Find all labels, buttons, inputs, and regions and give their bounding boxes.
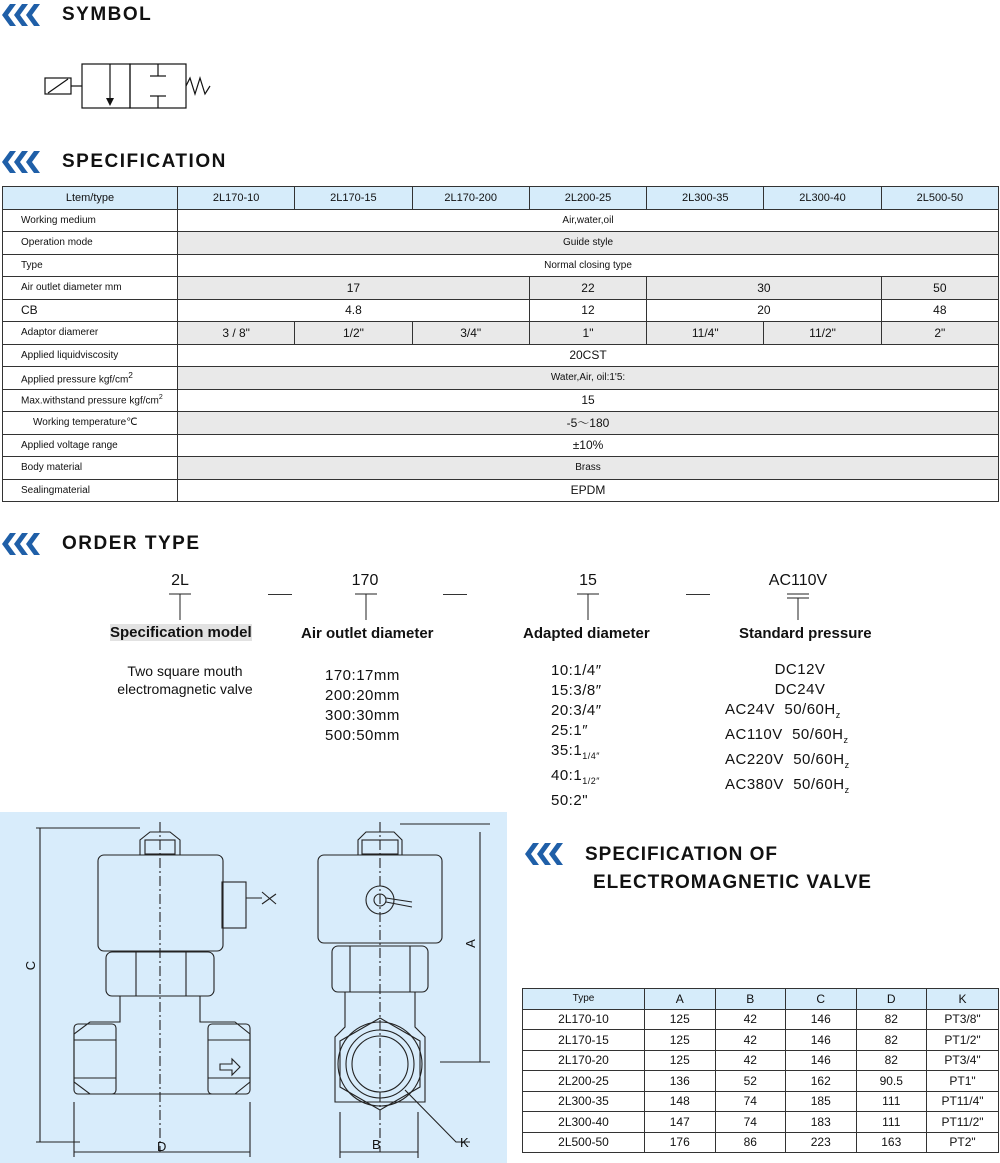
chevron-left-icon (0, 4, 42, 26)
list-sub: 1/2″ (582, 776, 600, 786)
table-row (523, 1071, 999, 1092)
order-label-air-outlet: Air outlet diameter (301, 625, 434, 642)
dim-label-b: B (372, 1137, 381, 1152)
adapted-diameter-list (551, 661, 602, 811)
row-label: Operation mode (3, 232, 178, 255)
table-cell: 146 (786, 1030, 857, 1051)
table-cell: 82 (856, 1009, 927, 1030)
list-item: 170:17mm (325, 667, 400, 684)
row-value: Normal closing type (178, 254, 999, 277)
order-separator (443, 594, 467, 595)
table-row (523, 1030, 999, 1051)
table-row (523, 1091, 999, 1112)
order-code-air-outlet: 170 (351, 572, 379, 589)
row-value: -5～180 (178, 412, 999, 435)
list-item (551, 766, 602, 791)
dim-header: D (856, 989, 927, 1010)
dim-header: B (715, 989, 786, 1010)
row-value: 3 / 8" (178, 322, 295, 345)
table-cell: 2L170-15 (523, 1030, 645, 1051)
label-sup: 2 (128, 370, 133, 381)
row-value: 4.8 (178, 299, 530, 322)
label-text: Applied pressure kgf/cm (21, 374, 129, 386)
working-temp-row (3, 412, 999, 435)
list-sub: z (843, 735, 849, 745)
list-item: 200:20mm (325, 687, 400, 704)
table-cell: PT2" (927, 1132, 999, 1153)
dim-label-c: C (23, 960, 39, 971)
voltage-row (3, 434, 999, 457)
order-label-model (110, 624, 252, 641)
table-cell: 2L170-20 (523, 1050, 645, 1071)
table-cell: 74 (715, 1112, 786, 1133)
list-item: 10:1/4″ (551, 662, 602, 679)
table-cell: 146 (786, 1050, 857, 1071)
table-cell: PT11/2" (927, 1112, 999, 1133)
row-value: 17 (178, 277, 530, 300)
chevron-left-icon (523, 843, 565, 865)
row-label: Working medium (3, 209, 178, 232)
table-cell: 176 (645, 1132, 716, 1153)
row-value: 1/2" (295, 322, 412, 345)
valve-spec-title (585, 841, 872, 897)
list-text: AC220V 50/60H (725, 751, 845, 768)
list-text: AC24V 50/60H (725, 701, 836, 718)
cb-row (3, 299, 999, 322)
row-value: Guide style (178, 232, 999, 255)
row-value: ±10% (178, 434, 999, 457)
pressure-list (725, 660, 895, 800)
table-row (523, 1050, 999, 1071)
order-code-model: 2L (171, 572, 189, 589)
applied-pressure-row (3, 367, 999, 390)
row-value: 48 (881, 299, 998, 322)
list-item: 25:1″ (551, 722, 589, 739)
row-label: Air outlet diameter mm (3, 277, 178, 300)
model-description (100, 662, 270, 698)
list-text: 40:1 (551, 767, 583, 784)
list-text: AC110V 50/60H (725, 726, 844, 743)
order-label-pressure: Standard pressure (739, 625, 872, 642)
row-value: 30 (647, 277, 882, 300)
row-label (3, 367, 178, 390)
model-header: 2L200-25 (529, 187, 646, 210)
table-cell: PT3/8" (927, 1009, 999, 1030)
order-connectors (150, 590, 870, 624)
row-value: Brass (178, 457, 999, 480)
liquid-viscosity-row (3, 344, 999, 367)
model-header: 2L170-15 (295, 187, 412, 210)
chevron-left-icon (0, 533, 42, 555)
row-label: Applied liquidviscosity (3, 344, 178, 367)
table-cell: 125 (645, 1009, 716, 1030)
row-value: 20CST (178, 344, 999, 367)
row-label: CB (3, 299, 178, 322)
row-value: 11/2" (764, 322, 881, 345)
row-value: EPDM (178, 479, 999, 502)
table-cell: 125 (645, 1050, 716, 1071)
model-header: 2L500-50 (881, 187, 998, 210)
dim-header: K (927, 989, 999, 1010)
list-text: AC380V 50/60H (725, 776, 845, 793)
table-cell: 2L200-25 (523, 1071, 645, 1092)
row-value: 12 (529, 299, 646, 322)
specification-header (0, 151, 227, 173)
row-value: 22 (529, 277, 646, 300)
label-highlight: Specification model (110, 624, 252, 641)
table-row (523, 1112, 999, 1133)
table-cell: 183 (786, 1112, 857, 1133)
valve-symbol-diagram (40, 60, 220, 112)
table-cell: 125 (645, 1030, 716, 1051)
desc-line: Two square mouth (127, 663, 243, 679)
dim-header: A (645, 989, 716, 1010)
table-cell: 136 (645, 1071, 716, 1092)
table-cell: 185 (786, 1091, 857, 1112)
row-value: 15 (178, 389, 999, 412)
list-sub: z (844, 760, 850, 770)
title-line: ELECTROMAGNETIC VALVE (593, 872, 872, 893)
row-label: Adaptor diamerer (3, 322, 178, 345)
adaptor-row (3, 322, 999, 345)
symbol-header (0, 4, 152, 26)
item-type-header: Ltem/type (3, 187, 178, 210)
row-value: 20 (647, 299, 882, 322)
list-item (725, 725, 895, 750)
order-label-adapted: Adapted diameter (523, 625, 650, 642)
model-header: 2L170-200 (412, 187, 529, 210)
title-line: SPECIFICATION OF (585, 844, 778, 865)
operation-mode-row (3, 232, 999, 255)
model-header: 2L300-40 (764, 187, 881, 210)
row-value: 11/4" (647, 322, 764, 345)
table-cell: 82 (856, 1050, 927, 1071)
list-item: 500:50mm (325, 727, 400, 744)
table-cell: 86 (715, 1132, 786, 1153)
list-item: 20:3/4″ (551, 702, 602, 719)
body-material-row (3, 457, 999, 480)
order-separator (268, 594, 292, 595)
row-label: Applied voltage range (3, 434, 178, 457)
air-outlet-list (325, 666, 400, 746)
max-pressure-row (3, 389, 999, 412)
list-item (551, 741, 602, 766)
dim-label-a: A (462, 939, 478, 948)
table-cell: 162 (786, 1071, 857, 1092)
row-label: Working temperature℃ (3, 412, 178, 435)
label-sup: 2 (158, 394, 163, 402)
order-type-header (0, 533, 201, 555)
table-cell: 2L500-50 (523, 1132, 645, 1153)
table-cell: 42 (715, 1050, 786, 1071)
table-cell: 146 (786, 1009, 857, 1030)
specification-title: SPECIFICATION (62, 151, 227, 172)
table-row (523, 1009, 999, 1030)
air-outlet-row (3, 277, 999, 300)
row-value: Air,water,oil (178, 209, 999, 232)
table-cell: 223 (786, 1132, 857, 1153)
table-cell: PT1/2" (927, 1030, 999, 1051)
table-cell: 2L170-10 (523, 1009, 645, 1030)
dim-header: C (786, 989, 857, 1010)
table-cell: 111 (856, 1091, 927, 1112)
specification-table (2, 186, 999, 502)
symbol-title: SYMBOL (62, 4, 153, 25)
chevron-left-icon (0, 151, 42, 173)
dim-header: Type (523, 989, 645, 1010)
table-cell: 2L300-35 (523, 1091, 645, 1112)
dimensions-table (522, 988, 999, 1153)
table-cell: PT1" (927, 1071, 999, 1092)
table-cell: 147 (645, 1112, 716, 1133)
valve-technical-drawing (0, 812, 507, 1163)
table-cell: 163 (856, 1132, 927, 1153)
model-header: 2L300-35 (647, 187, 764, 210)
list-text: 35:1 (551, 742, 583, 759)
row-value: 2" (881, 322, 998, 345)
spec-header-row (3, 187, 999, 210)
list-sub: z (844, 785, 850, 795)
desc-line: electromagnetic valve (117, 681, 253, 697)
model-header: 2L170-10 (178, 187, 295, 210)
order-type-title: ORDER TYPE (62, 533, 201, 554)
row-label: Type (3, 254, 178, 277)
list-item: 50:2" (551, 792, 589, 809)
table-cell: 74 (715, 1091, 786, 1112)
table-cell: 42 (715, 1009, 786, 1030)
sealing-material-row (3, 479, 999, 502)
list-item: DC12V (774, 661, 826, 678)
order-code-pressure: AC110V (768, 572, 828, 589)
table-cell: 42 (715, 1030, 786, 1051)
dim-label-d: D (157, 1139, 167, 1154)
table-cell: 52 (715, 1071, 786, 1092)
list-item (725, 750, 895, 775)
table-cell: PT3/4" (927, 1050, 999, 1071)
type-row (3, 254, 999, 277)
order-separator (686, 594, 710, 595)
table-cell: 148 (645, 1091, 716, 1112)
table-row (523, 1132, 999, 1153)
table-cell: 111 (856, 1112, 927, 1133)
table-cell: PT11/4" (927, 1091, 999, 1112)
list-sub: z (835, 710, 841, 720)
table-cell: 82 (856, 1030, 927, 1051)
list-item (725, 775, 895, 800)
list-sub: 1/4″ (582, 751, 600, 761)
row-label: Sealingmaterial (3, 479, 178, 502)
row-value: 1" (529, 322, 646, 345)
table-cell: 2L300-40 (523, 1112, 645, 1133)
dim-header-row (523, 989, 999, 1010)
list-item: 15:3/8″ (551, 682, 602, 699)
row-value: Water,Air, oil:1'5: (178, 367, 999, 390)
dim-label-k: K (460, 1135, 469, 1150)
list-item: 300:30mm (325, 707, 400, 724)
list-item: DC24V (774, 681, 826, 698)
list-item (725, 700, 895, 725)
table-cell: 90.5 (856, 1071, 927, 1092)
row-value: 50 (881, 277, 998, 300)
working-medium-row (3, 209, 999, 232)
row-label: Body material (3, 457, 178, 480)
order-code-adapted: 15 (579, 572, 597, 589)
row-value: 3/4" (412, 322, 529, 345)
row-label (3, 389, 178, 412)
label-text: Max.withstand pressure kgf/cm (21, 395, 159, 407)
